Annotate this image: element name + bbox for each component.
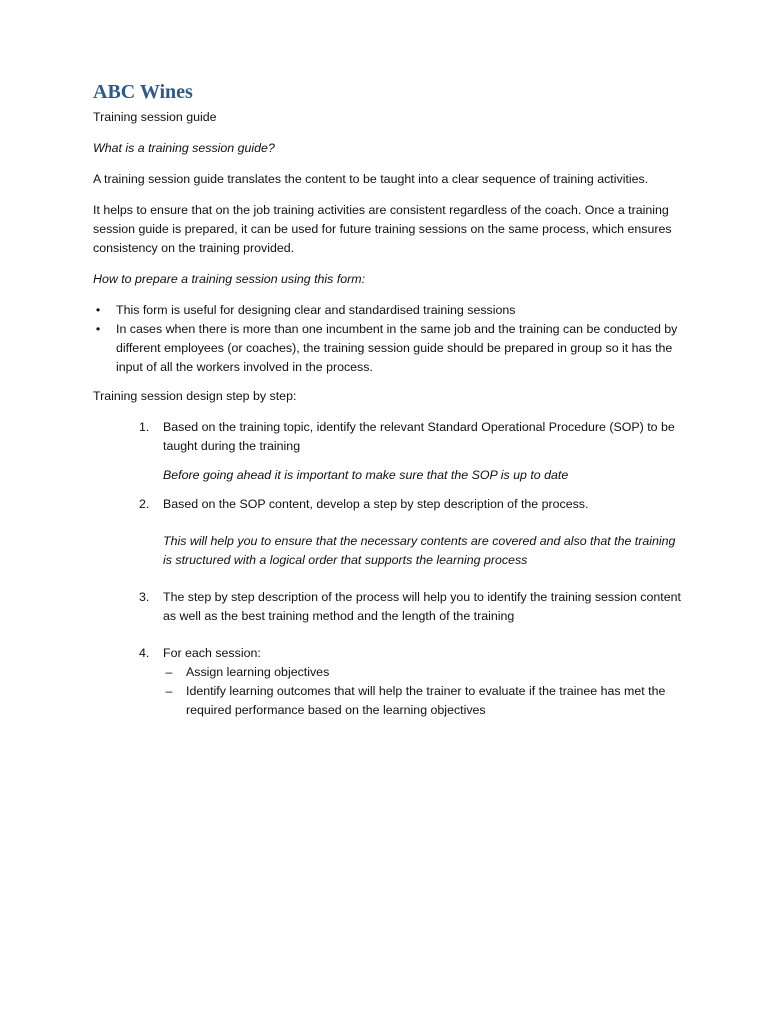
step-item — [139, 588, 683, 626]
paragraph-definition: A training session guide translates the content to be taught into a clear sequence of training activities. — [93, 172, 649, 186]
steps-title: Training session design step by step: — [93, 389, 297, 403]
document-subtitle: Training session guide — [93, 110, 217, 124]
step-text: The step by step description of the process will help you to identify the training session content as well as the best training method and the length of the training — [163, 590, 681, 623]
bullet-text: In cases when there is more than one incumbent in the same job and the training can be conducted by different employees (or coaches), the training session guide should be prepared in group so it has the input of all the workers involved in the process. — [116, 322, 678, 374]
step-number: 4. — [139, 646, 150, 660]
step-text: For each session: — [163, 646, 261, 660]
step-item — [139, 418, 683, 485]
bullet-list — [93, 301, 683, 377]
sub-list — [163, 663, 683, 720]
bullet-text: This form is useful for designing clear and standardised training sessions — [116, 303, 516, 317]
bullet-icon: • — [95, 303, 101, 317]
sub-item-text: Identify learning outcomes that will help the trainer to evaluate if the trainee has met the required performance based on the learning objectives — [186, 684, 666, 717]
sub-list-item — [163, 663, 683, 682]
document-title: ABC Wines — [93, 81, 193, 103]
question-heading-1: What is a training session guide? — [93, 141, 275, 155]
paragraph-purpose: It helps to ensure that on the job training activities are consistent regardless of the coach. Once a training session guide is prepared, it can be used for future training sessions on the same process, which ensures consistency on the training provided. — [93, 203, 672, 255]
sub-item-text: Assign learning objectives — [186, 665, 330, 679]
step-text: Based on the SOP content, develop a step by step description of the process. — [163, 497, 589, 511]
list-item — [93, 320, 683, 377]
document-page — [93, 80, 683, 720]
step-item — [139, 495, 683, 570]
dash-icon: – — [165, 684, 173, 698]
step-note: This will help you to ensure that the necessary contents are covered and also that the training is structured with a logical order that supports the learning process — [163, 534, 676, 567]
step-item — [139, 644, 683, 720]
steps-list — [93, 418, 683, 720]
list-item — [93, 301, 683, 320]
bullet-icon: • — [95, 322, 101, 336]
step-note: Before going ahead it is important to make sure that the SOP is up to date — [163, 468, 569, 482]
question-heading-2: How to prepare a training session using this form: — [93, 272, 366, 286]
sub-list-item — [163, 682, 683, 720]
step-text: Based on the training topic, identify the relevant Standard Operational Procedure (SOP) to be taught during the training — [163, 420, 675, 453]
step-number: 3. — [139, 590, 150, 604]
dash-icon: – — [165, 665, 173, 679]
step-number: 2. — [139, 497, 150, 511]
step-number: 1. — [139, 420, 150, 434]
